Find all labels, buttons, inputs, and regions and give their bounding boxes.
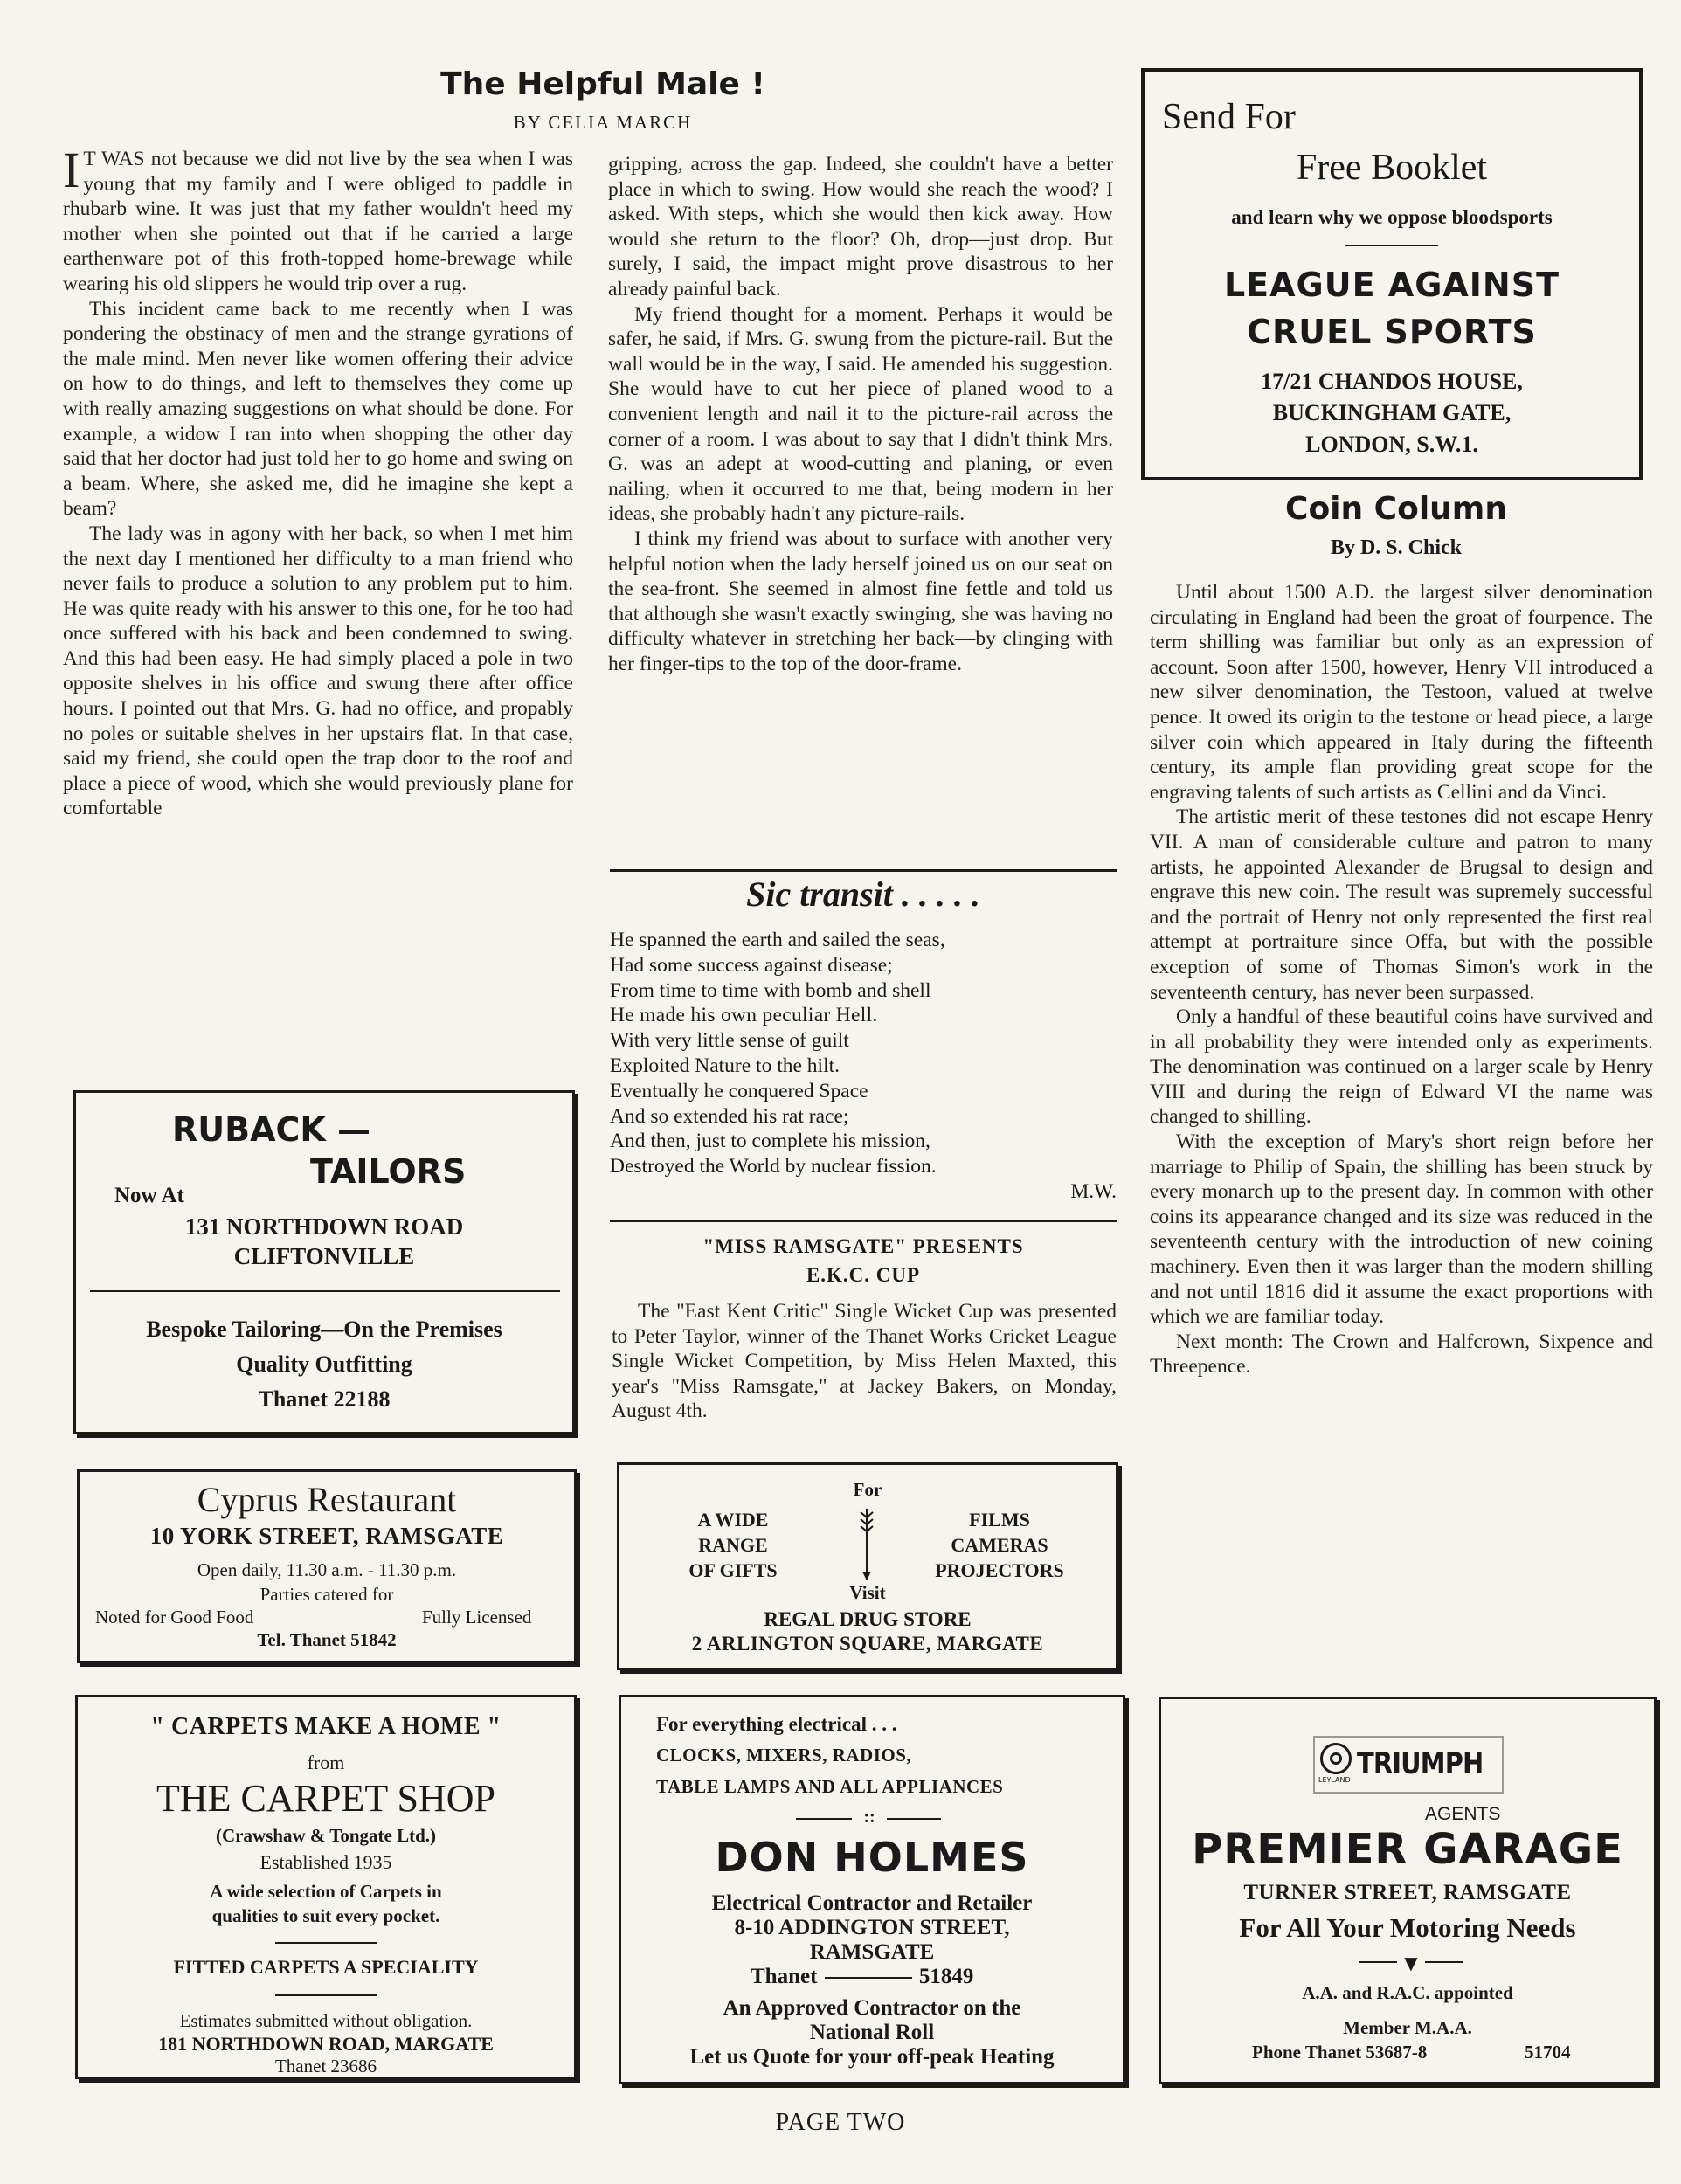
poem-line: And so extended his rat race; bbox=[610, 1104, 849, 1128]
poem-line: With very little sense of guilt bbox=[610, 1029, 849, 1053]
holmes-ad-sep: :: bbox=[852, 1807, 887, 1828]
league-ad-line: 17/21 CHANDOS HOUSE, bbox=[1261, 369, 1523, 394]
poem-line: Destroyed the World by nuclear fission. bbox=[610, 1155, 937, 1178]
holmes-ad-dash bbox=[825, 1977, 912, 1979]
carpet-ad-divider bbox=[275, 1994, 377, 1996]
carpet-ad-line: (Crawshaw & Tongate Ltd.) bbox=[215, 1825, 437, 1846]
regal-ad-line: A WIDE bbox=[697, 1509, 769, 1531]
holmes-ad-line: Electrical Contractor and Retailer bbox=[711, 1891, 1033, 1915]
article-paragraph: I think my friend was about to surface with another very helpful notion when the lady herself joined us on our seat on the sea-front. She seemed in almost fine fettle and told us that although she wasn't exactly swinging, she was having no difficulty whatever in stretching her back—by clinging with her finger-tips to the top of the door-frame. bbox=[608, 527, 1113, 675]
divider bbox=[610, 869, 1117, 872]
triumph-ad-line: AGENTS bbox=[1425, 1804, 1501, 1824]
coin-column-byline: By D. S. Chick bbox=[1330, 536, 1463, 559]
holmes-ad-line: RAMSGATE bbox=[809, 1940, 935, 1964]
holmes-ad-line: 51849 bbox=[918, 1965, 974, 1988]
holmes-ad-line: CLOCKS, MIXERS, RADIOS, bbox=[656, 1745, 912, 1766]
leyland-icon-inner bbox=[1330, 1752, 1342, 1765]
ruback-ad-line: Bespoke Tailoring—On the Premises bbox=[146, 1317, 502, 1342]
carpet-ad-line: Thanet 23686 bbox=[274, 2056, 377, 2077]
carpet-ad-line: from bbox=[307, 1752, 345, 1773]
carpet-ad-line: THE CARPET SHOP bbox=[156, 1777, 495, 1820]
cyprus-ad-line: 10 YORK STREET, RAMSGATE bbox=[149, 1523, 504, 1549]
regal-ad-line: PROJECTORS bbox=[935, 1559, 1064, 1581]
ruback-ad bbox=[73, 1090, 575, 1434]
poem-line: He spanned the earth and sailed the seas, bbox=[610, 929, 945, 951]
coin-paragraph: With the exception of Mary's short reign before her marriage to Philip of Spain, the shilling has been struck by every monarch up to the present day. In common with other coins its appearance changed and its size was reduced in the seventeenth century with the introduction of new coining machinery. Even then it was larger than the modern shilling and not until 1816 did it assume the exact proportions with which we are familiar today. bbox=[1150, 1130, 1653, 1329]
league-ad-line: BUCKINGHAM GATE, bbox=[1272, 400, 1512, 425]
holmes-ad-line: TABLE LAMPS AND ALL APPLIANCES bbox=[656, 1776, 1004, 1797]
cyprus-ad-line: Fully Licensed bbox=[422, 1607, 532, 1628]
divider bbox=[610, 1220, 1117, 1222]
poem-line: He made his own peculiar Hell. bbox=[610, 1004, 878, 1027]
regal-ad-line: Visit bbox=[849, 1582, 886, 1603]
poem-line: Eventually he conquered Space bbox=[610, 1079, 868, 1102]
regal-ad-line: For bbox=[853, 1479, 882, 1500]
poem-line: Exploited Nature to the hilt. bbox=[610, 1054, 840, 1077]
article-column-2 bbox=[608, 152, 1113, 676]
regal-ad-left bbox=[672, 1507, 794, 1583]
carpet-ad-line: FITTED CARPETS A SPECIALITY bbox=[173, 1956, 479, 1978]
holmes-ad-line: National Roll bbox=[809, 2021, 935, 2044]
ruback-ad-line: CLIFTONVILLE bbox=[233, 1243, 415, 1269]
arrow-icon bbox=[857, 1507, 876, 1582]
ekc-text: The "East Kent Critic" Single Wicket Cup was presented to Peter Taylor, winner of the Thanet Works Cricket League Single Wicket Competition, by Miss Helen Maxted, this year's "Miss Ramsgate," at Jackey Bakers, on Monday, August 4th. bbox=[612, 1300, 1117, 1423]
poem-body bbox=[610, 928, 1117, 1205]
triumph-ad-line: PREMIER GARAGE bbox=[1192, 1825, 1623, 1874]
ekc-title-line: "MISS RAMSGATE" PRESENTS bbox=[702, 1235, 1024, 1257]
coin-paragraph: Next month: The Crown and Halfcrown, Sixpence and Threepence. bbox=[1150, 1330, 1653, 1379]
ruback-ad-divider bbox=[90, 1290, 560, 1292]
poem-line: From time to time with bomb and shell bbox=[610, 978, 931, 1002]
triumph-logo bbox=[1313, 1736, 1504, 1794]
holmes-ad-line: DON HOLMES bbox=[715, 1834, 1029, 1881]
poem-author: M.W. bbox=[1070, 1179, 1117, 1203]
page-number: PAGE TWO bbox=[775, 2109, 906, 2136]
carpet-ad-line: Estimates submitted without obligation. bbox=[179, 2010, 473, 2031]
article-paragraph: The lady was in agony with her back, so when I met him the next day I mentioned her difficulty to a man friend who never fails to produce a solution to any problem put to him. He was quite ready with his answer to this one, for he too had once suffered with his back and been condemned to swing. And this had been easy. He had simply placed a pole in two opposite shelves in his office and swung there after office hours. I pointed out that Mrs. G. had no office, and propably no poles or suitable shelves in her upstairs flat. In that case, said my friend, she could open the trap door to the roof and place a piece of wood, which she would previously plane for comfortable bbox=[63, 522, 573, 820]
ekc-title bbox=[610, 1232, 1117, 1289]
ruback-ad-line: RUBACK — bbox=[172, 1110, 371, 1149]
carpet-ad-divider bbox=[275, 1942, 377, 1944]
leyland-icon bbox=[1320, 1743, 1352, 1774]
ruback-ad-line: Thanet 22188 bbox=[258, 1386, 391, 1412]
triumph-brand: TRIUMPH bbox=[1357, 1746, 1484, 1781]
ruback-ad-line: Quality Outfitting bbox=[236, 1351, 412, 1377]
regal-ad-line: 2 ARLINGTON SQUARE, MARGATE bbox=[691, 1633, 1044, 1655]
regal-ad-line: REGAL DRUG STORE bbox=[764, 1608, 972, 1630]
triumph-ad-line: TURNER STREET, RAMSGATE bbox=[1243, 1881, 1572, 1904]
cyprus-ad-line: Tel. Thanet 51842 bbox=[257, 1629, 397, 1650]
holmes-ad-line: Let us Quote for your off-peak Heating bbox=[689, 2045, 1055, 2069]
cyprus-ad-line: Open daily, 11.30 a.m. - 11.30 p.m. bbox=[197, 1559, 457, 1580]
arrow-icon-svg bbox=[857, 1507, 876, 1582]
league-ad bbox=[1141, 68, 1643, 480]
holmes-ad-line: Thanet bbox=[751, 1965, 818, 1988]
carpet-ad-line: 181 NORTHDOWN ROAD, MARGATE bbox=[158, 2033, 494, 2055]
triumph-ad-line: For All Your Motoring Needs bbox=[1239, 1912, 1576, 1943]
triumph-ad-line: Phone Thanet 53687-8 bbox=[1252, 2042, 1428, 2063]
coin-paragraph: Until about 1500 A.D. the largest silver denomination circulating in England had been the groat of fourpence. The term shilling was familiar but only as an expression of account. Soon after 1500, however, Henry VII introduced a new silver denomination, the Testoon, valued at twelve pence. It owed its origin to the testone or head piece, a large silver coin which appeared in Italy during the fifteenth century, its ample flan providing great scope for the engraving talents of such artists as Cellini and da Vinci. bbox=[1150, 581, 1653, 804]
coin-column-title: Coin Column bbox=[1285, 491, 1507, 527]
holmes-ad-line: An Approved Contractor on the bbox=[723, 1996, 1021, 2020]
carpet-ad-line: A wide selection of Carpets in bbox=[210, 1881, 442, 1902]
league-ad-line: LONDON, S.W.1. bbox=[1305, 432, 1478, 457]
regal-ad-right bbox=[925, 1507, 1074, 1583]
regal-ad-line: RANGE bbox=[698, 1534, 768, 1556]
league-ad-line: Send For bbox=[1162, 97, 1296, 137]
poem-line: Had some success against disease; bbox=[610, 953, 893, 977]
holmes-ad-line: For everything electrical . . . bbox=[656, 1713, 897, 1735]
leyland-label: LEYLAND bbox=[1318, 1776, 1351, 1784]
triumph-ad-line: Member M.A.A. bbox=[1343, 2017, 1472, 2038]
article-paragraph: gripping, across the gap. Indeed, she couldn't have a better place in which to swing. How would she reach the wood? I asked. With steps, which she would then kick away. How would she return to the floor? Oh, drop—just drop. But surely, I said, the impact might prove disastrous to her already painful back. bbox=[608, 153, 1113, 301]
regal-ad-line: OF GIFTS bbox=[688, 1559, 778, 1581]
carpet-ad-line: Established 1935 bbox=[259, 1851, 392, 1873]
article-paragraph: My friend thought for a moment. Perhaps it would be safer, he said, if Mrs. G. swung from the picture-rail. But the wall would be in the way, I said. He amended his suggestion. She would have to cut her piece of planed wood to a convenient length and nail it to the picture-rail across the corner of a room. I was about to say that I didn't think Mrs. G. was an adept at wood-cutting and planing, or even nailing, when it occurred to me that, being modern in her ideas, she probably hadn't any picture-rails. bbox=[608, 302, 1113, 526]
article-title-text: The Helpful Male ! bbox=[440, 66, 765, 102]
league-ad-line: CRUEL SPORTS bbox=[1247, 313, 1537, 351]
ruback-ad-line: TAILORS bbox=[310, 1152, 467, 1191]
league-ad-line: Free Booklet bbox=[1296, 148, 1488, 188]
league-ad-line: and learn why we oppose bloodsports bbox=[1231, 206, 1553, 228]
holmes-ad-phone bbox=[751, 1965, 1013, 1989]
cyprus-ad-line: Cyprus Restaurant bbox=[197, 1480, 457, 1519]
poem-line: And then, just to complete his mission, bbox=[610, 1130, 930, 1153]
regal-ad-line: CAMERAS bbox=[951, 1534, 1048, 1556]
triumph-ad-line: 51704 bbox=[1525, 2042, 1571, 2063]
holmes-ad-line: 8-10 ADDINGTON STREET, bbox=[734, 1916, 1010, 1939]
poem-title: Sic transit . . . . . bbox=[746, 874, 980, 914]
coin-paragraph: Only a handful of these beautiful coins have survived and in all probability they were intended only as experiments. The denomination was continued on a larger scale by Henry VIII and during the reign of Edward VI the name was changed to shilling. bbox=[1150, 1006, 1653, 1129]
article-paragraph bbox=[63, 142, 573, 297]
article-column-1 bbox=[63, 142, 573, 821]
cyprus-ad bbox=[77, 1469, 577, 1663]
league-ad-line: LEAGUE AGAINST bbox=[1223, 266, 1560, 304]
article-byline: BY CELIA MARCH bbox=[513, 112, 693, 133]
article-title bbox=[61, 66, 1145, 102]
triumph-ad-line: A.A. and R.A.C. appointed bbox=[1302, 1982, 1513, 2003]
coin-column-body bbox=[1150, 580, 1653, 1379]
cyprus-ad-line: Noted for Good Food bbox=[95, 1607, 254, 1628]
article-paragraph-text: T WAS not because we did not live by the sea when I was young that my family and I were obliged to paddle in rhubarb wine. It was just that my father wouldn't heed my mother when she pointed out that if he carried a large earthenware pot of this froth-topped home-brewage while wearing his old slippers he would trip over a rug. bbox=[63, 148, 573, 295]
cyprus-ad-line: Parties catered for bbox=[259, 1584, 394, 1605]
triumph-ad bbox=[1159, 1697, 1657, 2084]
league-ad-divider bbox=[1345, 245, 1438, 246]
carpet-ad-line: qualities to suit every pocket. bbox=[211, 1905, 440, 1926]
drop-cap: I bbox=[63, 142, 80, 198]
holmes-ad bbox=[619, 1695, 1125, 2084]
ruback-ad-line: Now At bbox=[114, 1184, 184, 1207]
regal-ad-line: FILMS bbox=[969, 1509, 1030, 1531]
carpet-ad bbox=[75, 1695, 577, 2079]
article-paragraph: This incident came back to me recently when I was pondering the obstinacy of men and the strange gyrations of the male mind. Men never like women offering their advice on how to do things, and left to themselves they come up with really amazing suggestions on what should be done. For example, a widow I ran into when shopping the other day said that her doctor had just told her to go home and swing on a beam. Where, she asked me, did he imagine she kept a beam? bbox=[63, 297, 573, 521]
carpet-ad-line: " CARPETS MAKE A HOME " bbox=[150, 1713, 502, 1740]
ekc-title-line: E.K.C. CUP bbox=[806, 1264, 921, 1286]
triumph-ad-arrow-icon: ▼ bbox=[1397, 1952, 1425, 1973]
ruback-ad-line: 131 NORTHDOWN ROAD bbox=[184, 1213, 464, 1240]
regal-ad bbox=[617, 1462, 1118, 1670]
coin-paragraph: The artistic merit of these testones did not escape Henry VII. A man of considerable culture and patron to many artists, he appointed Alexander de Brugsal to design and engrave this new coin. The result was supremely successful and the portrait of Henry not only represented the first real attempt at portraiture since Offa, but with the possible exception of some of Thomas Simon's work in the seventeenth century, has never been surpassed. bbox=[1150, 805, 1653, 1004]
